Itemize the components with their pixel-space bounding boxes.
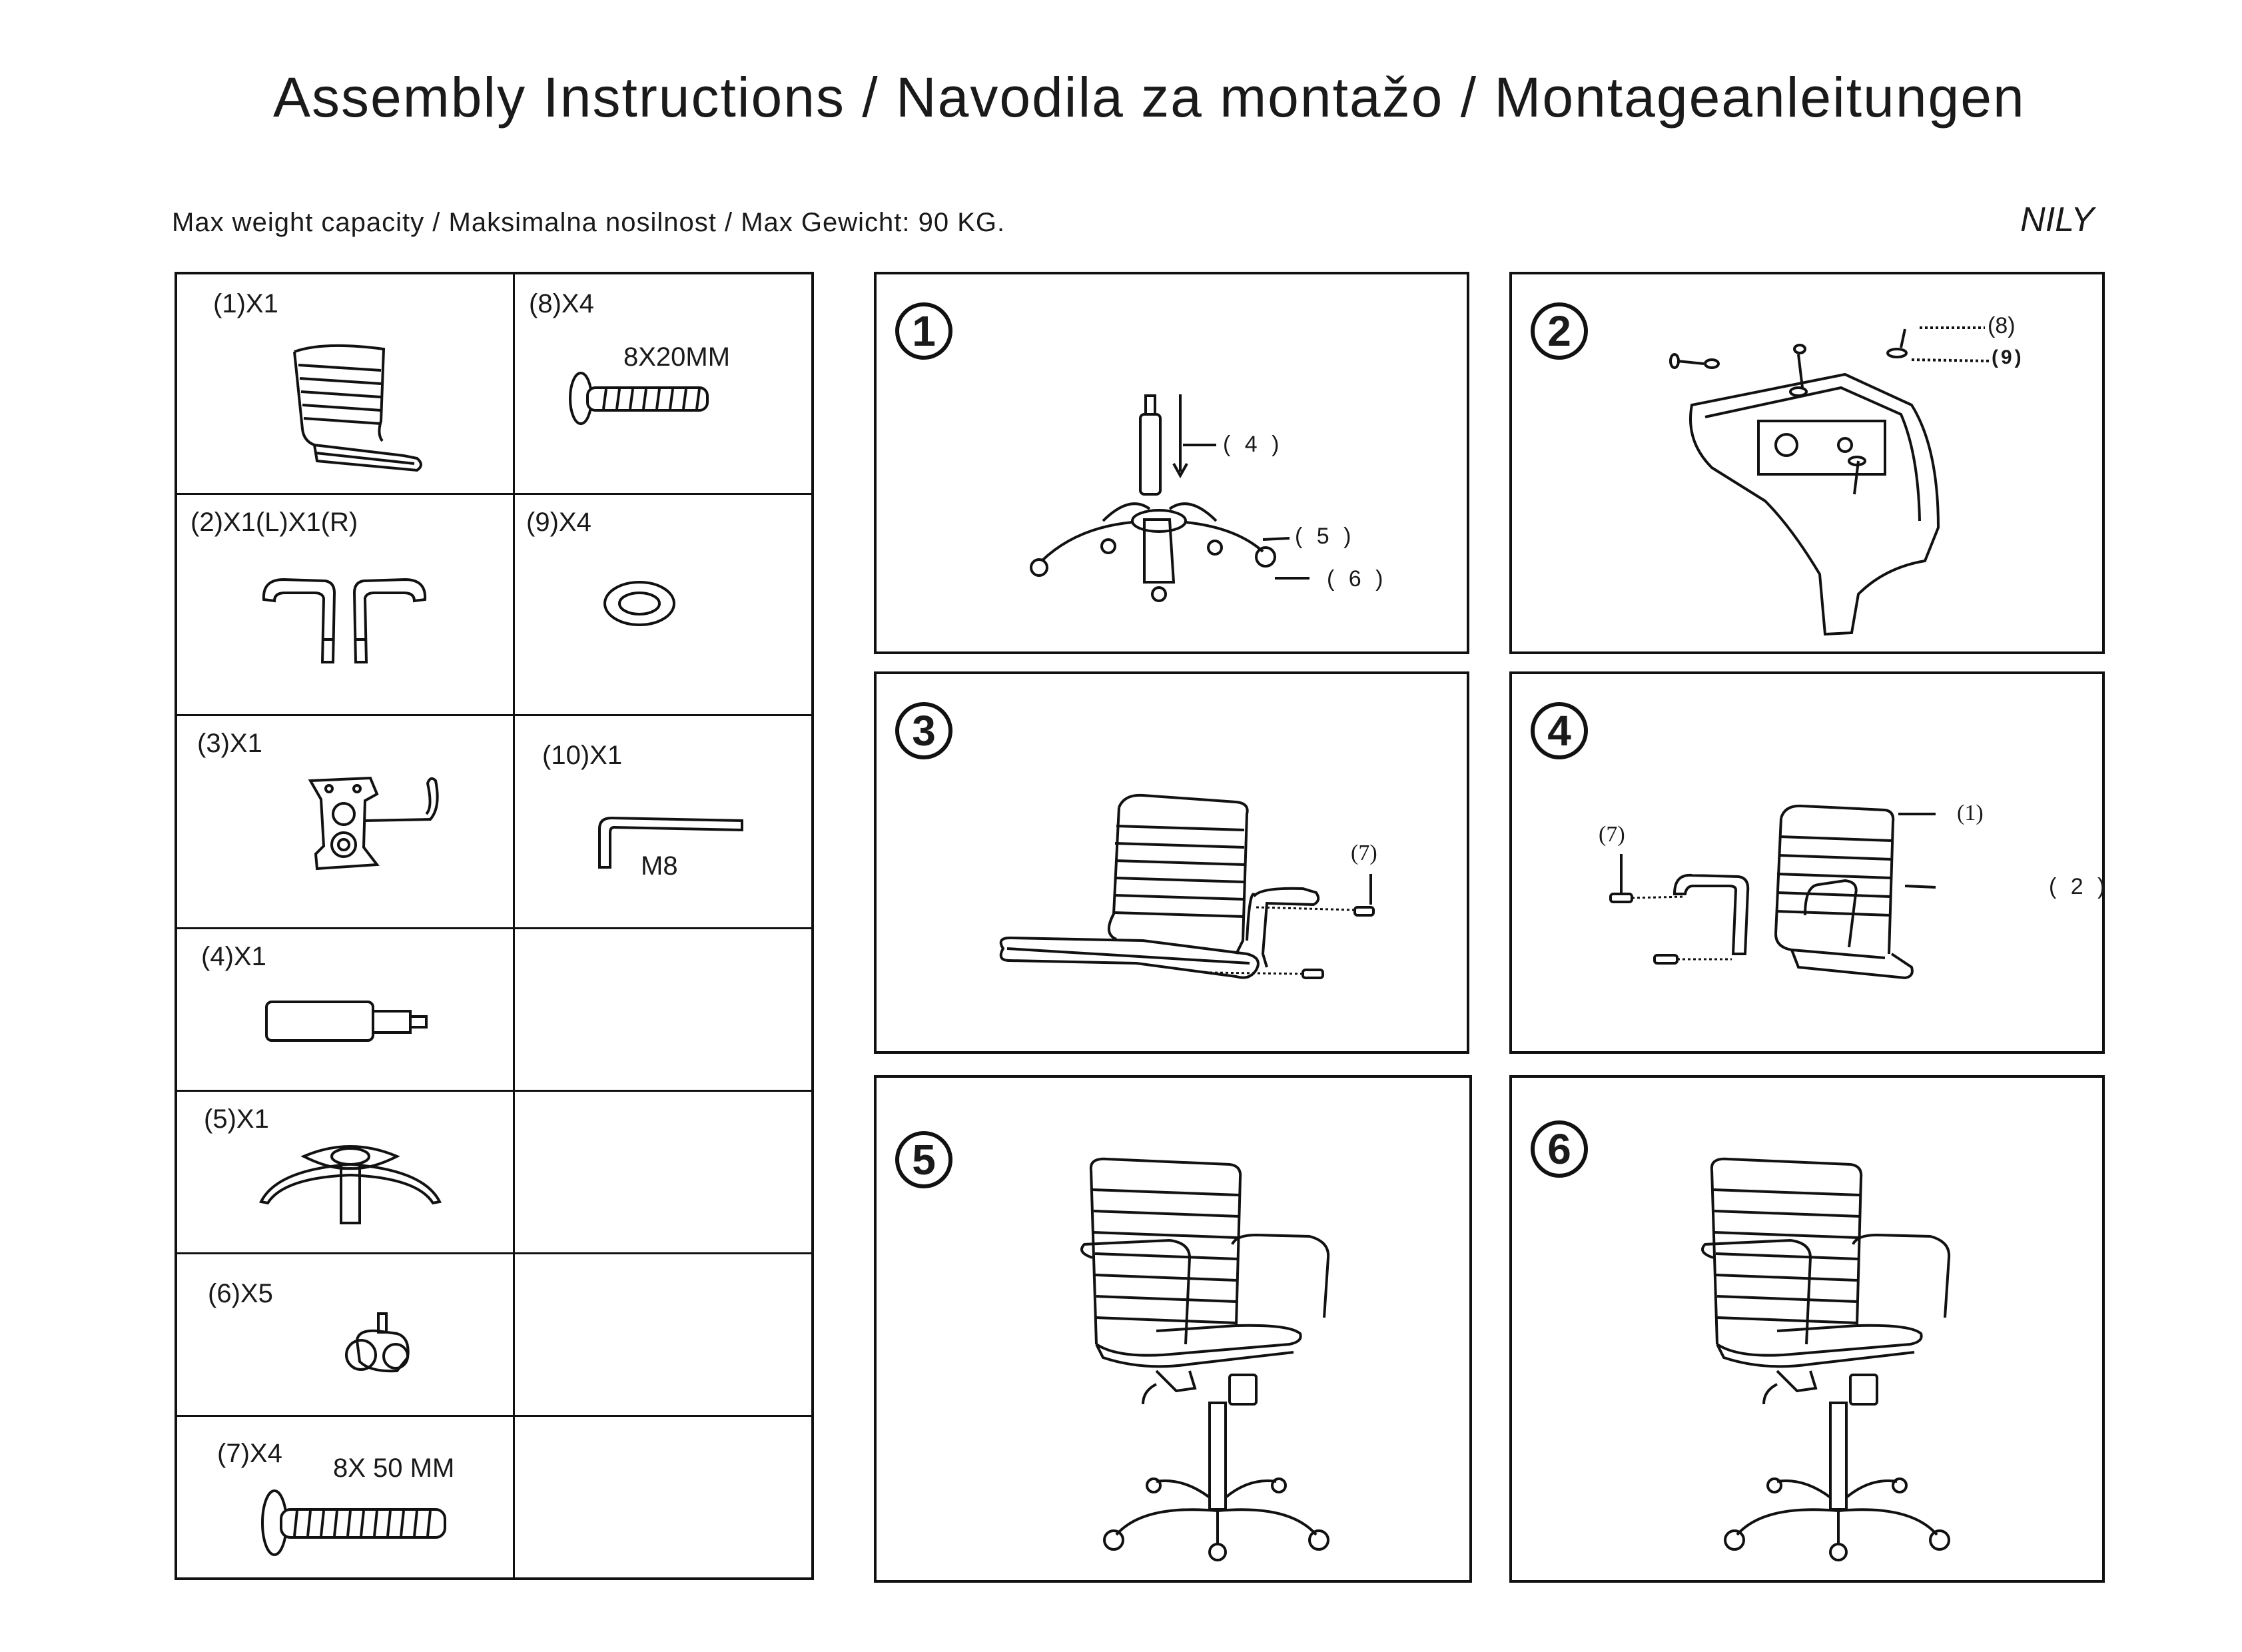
step-3-diagram (877, 674, 1472, 1056)
step-4-panel (1509, 671, 2109, 1054)
step-1-panel (874, 272, 1469, 654)
parts-list-grid (175, 272, 814, 1580)
gas-cylinder-icon (177, 927, 513, 1090)
finished-chair-diagram (1512, 1078, 2107, 1585)
callout-1: (1) (1957, 801, 1984, 825)
part-cell-4 (177, 927, 513, 1090)
callout-2: ( 2 ) (2049, 874, 2109, 899)
part-label: (8)X4 (529, 289, 594, 318)
hex-key-icon (513, 714, 817, 927)
part-label: (4)X1 (201, 942, 266, 971)
part-cell-empty (513, 927, 817, 1090)
step-5-panel (874, 1075, 1472, 1583)
part-label: (2)X1(L)X1(R) (190, 508, 358, 537)
part-label: (10)X1 (542, 741, 623, 770)
mechanism-icon (177, 714, 513, 927)
step-2-panel (1509, 272, 2105, 654)
part-cell-10 (513, 714, 817, 927)
seat-icon (177, 274, 513, 493)
step-6-panel (1509, 1075, 2105, 1583)
part-label: (7)X4 (217, 1439, 282, 1468)
step-number: 5 (895, 1131, 952, 1188)
part-label: (3)X1 (197, 729, 262, 758)
model-name: NILY (2020, 201, 2094, 239)
step-number: 1 (895, 302, 952, 360)
step-number: 6 (1531, 1120, 1588, 1178)
part-label: (6)X5 (208, 1279, 273, 1308)
part-label: (1)X1 (213, 289, 278, 318)
step-number: 4 (1531, 702, 1588, 759)
part-cell-2 (177, 493, 513, 714)
bolt-icon (513, 274, 817, 493)
step-4-diagram (1512, 674, 2107, 1056)
part-size-label: M8 (641, 851, 678, 881)
part-size-label: 8X20MM (623, 342, 731, 372)
assembled-chair-diagram (877, 1078, 1475, 1585)
part-cell-8 (513, 274, 817, 493)
callout-7: (7) (1599, 822, 1625, 847)
weight-capacity-note: Max weight capacity / Maksimalna nosilnost / Max Gewicht: 90 KG. (172, 208, 1006, 237)
callout-6: ( 6 ) (1327, 566, 1387, 592)
part-cell-3 (177, 714, 513, 927)
part-cell-7 (177, 1415, 513, 1583)
part-label: (5)X1 (204, 1104, 269, 1134)
step-3-panel (874, 671, 1469, 1054)
part-cell-6 (177, 1252, 513, 1415)
callout-9: (9) (1992, 346, 2024, 368)
step-number: 2 (1531, 302, 1588, 360)
part-cell-empty (513, 1415, 817, 1583)
armrest-icon (177, 493, 513, 714)
callout-7: (7) (1351, 841, 1377, 865)
callout-8: (8) (1988, 313, 2016, 338)
step-number: 3 (895, 702, 952, 759)
callout-4: ( 4 ) (1223, 432, 1284, 457)
part-cell-empty (513, 1090, 817, 1252)
callout-5: ( 5 ) (1295, 524, 1355, 549)
step-1-diagram (877, 274, 1472, 657)
part-size-label: 8X 50 MM (333, 1453, 455, 1483)
long-bolt-icon (177, 1415, 513, 1583)
part-label: (9)X4 (526, 508, 591, 537)
step-2-diagram (1512, 274, 2107, 657)
caster-icon (177, 1252, 513, 1415)
part-cell-1 (177, 274, 513, 493)
washer-icon (513, 493, 817, 714)
part-cell-5 (177, 1090, 513, 1252)
part-cell-9 (513, 493, 817, 714)
page-title: Assembly Instructions / Navodila za montažo / Montageanleitungen (273, 66, 2026, 129)
star-base-icon (177, 1090, 513, 1252)
part-cell-empty (513, 1252, 817, 1415)
